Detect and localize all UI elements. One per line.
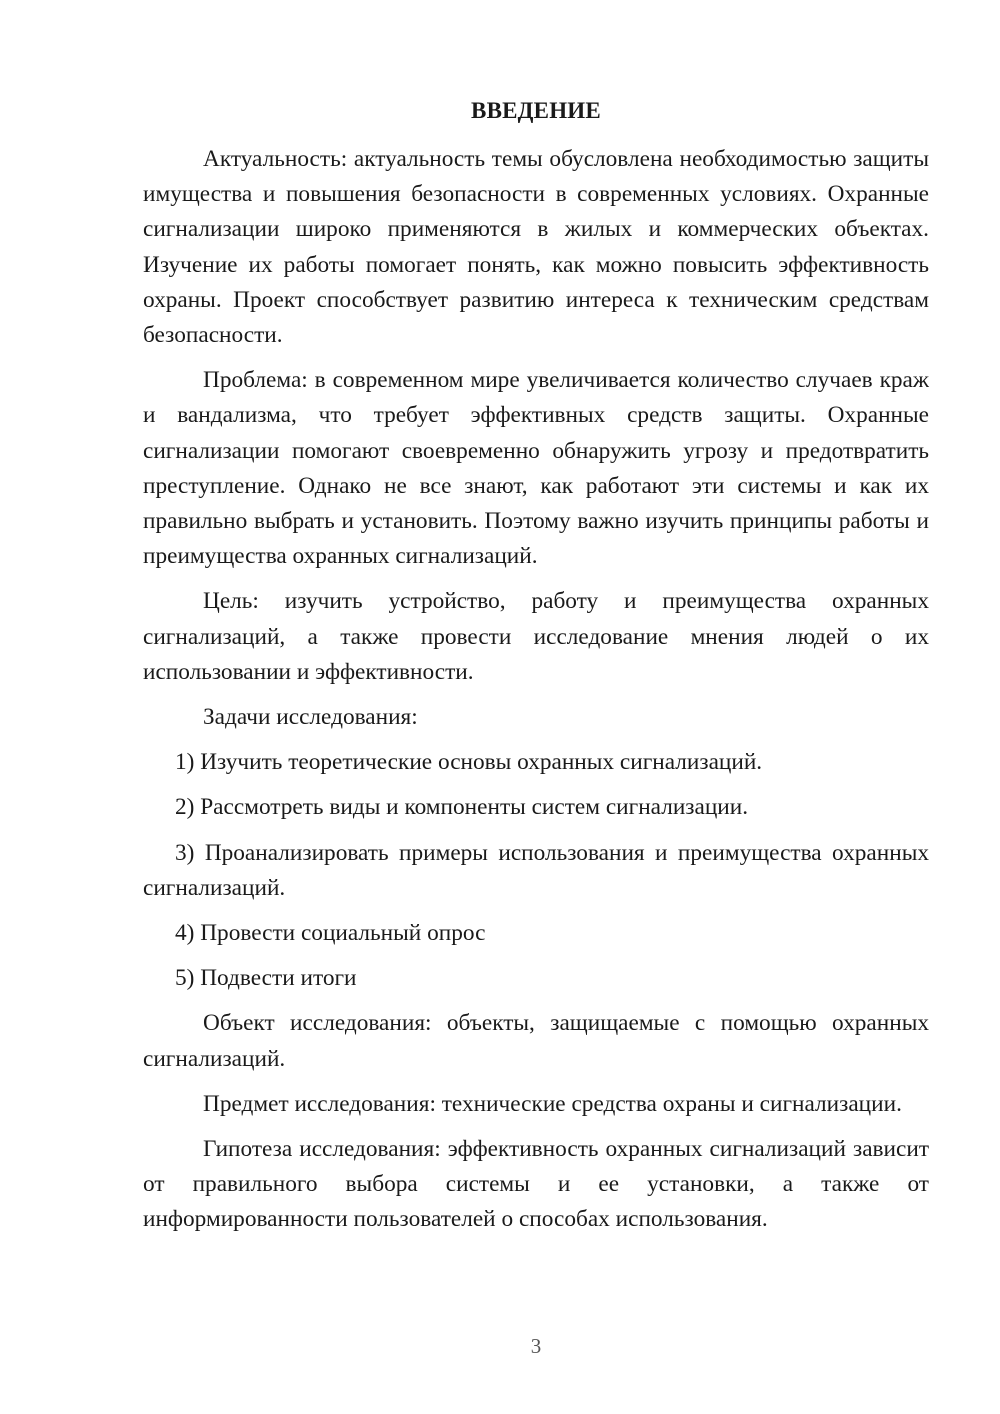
paragraph-hypothesis: Гипотеза исследования: эффективность охранных сигнализаций зависит от правильного выбора системы и ее установки, а также от информированности пользователей о способах использования. bbox=[143, 1136, 929, 1233]
page-number: 3 bbox=[530, 1334, 542, 1358]
list-item: 5) Подвести итоги bbox=[175, 965, 357, 992]
paragraph-relevance: Актуальность: актуальность темы обусловлена необходимостью защиты имущества и повышения безопасности в современных условиях. Охранные сигнализации широко применяются в жилых и коммерческих объектах. Изучение их работы помогает понять, как можно повысить эффективность охраны. Проект способствует развитию интереса к техническим средствам безопасности. bbox=[143, 146, 929, 349]
list-item: 3) Проанализировать примеры использования и преимущества охранных сигнализаций. bbox=[143, 839, 929, 901]
paragraph-goal: Цель: изучить устройство, работу и преимущества охранных сигнализаций, а также провести исследование мнения людей о их использовании и эффективности. bbox=[143, 588, 929, 685]
list-item: 1) Изучить теоретические основы охранных сигнализаций. bbox=[175, 749, 763, 776]
paragraph-tasks-heading: Задачи исследования: bbox=[203, 704, 418, 731]
paragraph-object: Объект исследования: объекты, защищаемые с помощью охранных сигнализаций. bbox=[143, 1010, 929, 1072]
paragraph-subject: Предмет исследования: технические средства охраны и сигнализации. bbox=[203, 1090, 902, 1117]
paragraph-problem: Проблема: в современном мире увеличивается количество случаев краж и вандализма, что требует эффективных средств защиты. Охранные сигнализации помогают своевременно обнаружить угрозу и предотвратить преступление. Однако не все знают, как работают эти системы и как их правильно выбрать и установить. Поэтому важно изучить принципы работы и преимущества охранных сигнализаций. bbox=[143, 367, 929, 570]
document-body bbox=[143, 142, 929, 1248]
list-item: 2) Рассмотреть виды и компоненты систем сигнализации. bbox=[175, 794, 749, 821]
list-item: 4) Провести социальный опрос bbox=[175, 920, 486, 947]
page-title: ВВЕДЕНИЕ bbox=[471, 98, 601, 123]
